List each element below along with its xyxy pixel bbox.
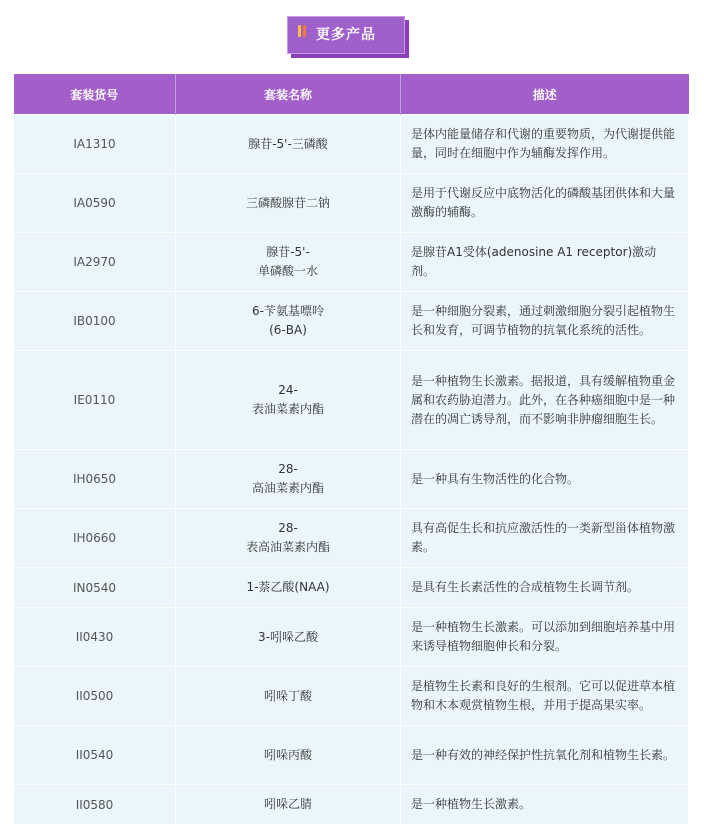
product-name: 24- 表油菜素内酯 [176, 351, 401, 450]
product-name: 腺苷-5'-三磷酸 [176, 115, 401, 174]
table-row [14, 351, 689, 450]
table-row [14, 726, 689, 785]
product-name: 吲哚乙腈 [176, 785, 401, 825]
product-desc: 是一种具有生物活性的化合物。 [401, 450, 689, 509]
product-code: IA1310 [14, 115, 176, 174]
product-code: IH0660 [14, 509, 176, 568]
product-code: II0430 [14, 608, 176, 667]
table-row [14, 450, 689, 509]
header-code: 套装货号 [14, 74, 176, 115]
header-desc: 描述 [401, 74, 689, 115]
product-name: 28- 高油菜素内酯 [176, 450, 401, 509]
product-code: II0580 [14, 785, 176, 825]
product-code: II0540 [14, 726, 176, 785]
product-desc: 是具有生长素活性的合成植物生长调节剂。 [401, 568, 689, 608]
table-row [14, 233, 689, 292]
product-code: IB0100 [14, 292, 176, 351]
product-desc: 是一种有效的神经保护性抗氧化剂和植物生长素。 [401, 726, 689, 785]
section-title: 更多产品 [316, 27, 376, 43]
title-badge [287, 16, 405, 54]
product-desc: 是腺苷A1受体(adenosine A1 receptor)激动剂。 [401, 233, 689, 292]
product-name: 吲哚丁酸 [176, 667, 401, 726]
table-row [14, 509, 689, 568]
product-code: IA0590 [14, 174, 176, 233]
table-row [14, 608, 689, 667]
bars-icon [298, 25, 308, 37]
product-desc: 具有高促生长和抗应激活性的一类新型甾体植物激素。 [401, 509, 689, 568]
product-desc: 是一种细胞分裂素，通过刺激细胞分裂引起植物生长和发育，可调节植物的抗氧化系统的活性。 [401, 292, 689, 351]
table-row [14, 568, 689, 608]
product-desc: 是一种植物生长激素。 [401, 785, 689, 825]
product-name: 三磷酸腺苷二钠 [176, 174, 401, 233]
table-row [14, 292, 689, 351]
table-row [14, 115, 689, 174]
product-name: 6-苄氨基嘌呤 (6-BA) [176, 292, 401, 351]
table-header-row [14, 74, 689, 115]
section-header [0, 0, 704, 74]
header-name: 套装名称 [176, 74, 401, 115]
product-desc: 是体内能量储存和代谢的重要物质，为代谢提供能量，同时在细胞中作为辅酶发挥作用。 [401, 115, 689, 174]
table-row [14, 785, 689, 825]
product-code: IA2970 [14, 233, 176, 292]
product-name: 28- 表高油菜素内酯 [176, 509, 401, 568]
product-name: 1-萘乙酸(NAA) [176, 568, 401, 608]
product-desc: 是植物生长素和良好的生根剂。它可以促进草本植物和木本观赏植物生根，并用于提高果实率。 [401, 667, 689, 726]
product-desc: 是用于代谢反应中底物活化的磷酸基团供体和大量激酶的辅酶。 [401, 174, 689, 233]
product-code: II0500 [14, 667, 176, 726]
table-row [14, 174, 689, 233]
product-code: IH0650 [14, 450, 176, 509]
product-name: 3-吲哚乙酸 [176, 608, 401, 667]
product-desc: 是一种植物生长激素。可以添加到细胞培养基中用来诱导植物细胞伸长和分裂。 [401, 608, 689, 667]
product-code: IN0540 [14, 568, 176, 608]
table-row [14, 667, 689, 726]
product-name: 吲哚丙酸 [176, 726, 401, 785]
product-code: IE0110 [14, 351, 176, 450]
product-desc: 是一种植物生长激素。据报道，具有缓解植物重金属和农药胁迫潜力。此外，在各种癌细胞中是一种潜在的凋亡诱导剂，而不影响非肿瘤细胞生长。 [401, 351, 689, 450]
product-name: 腺苷-5'- 单磷酸一水 [176, 233, 401, 292]
product-table [13, 74, 689, 825]
